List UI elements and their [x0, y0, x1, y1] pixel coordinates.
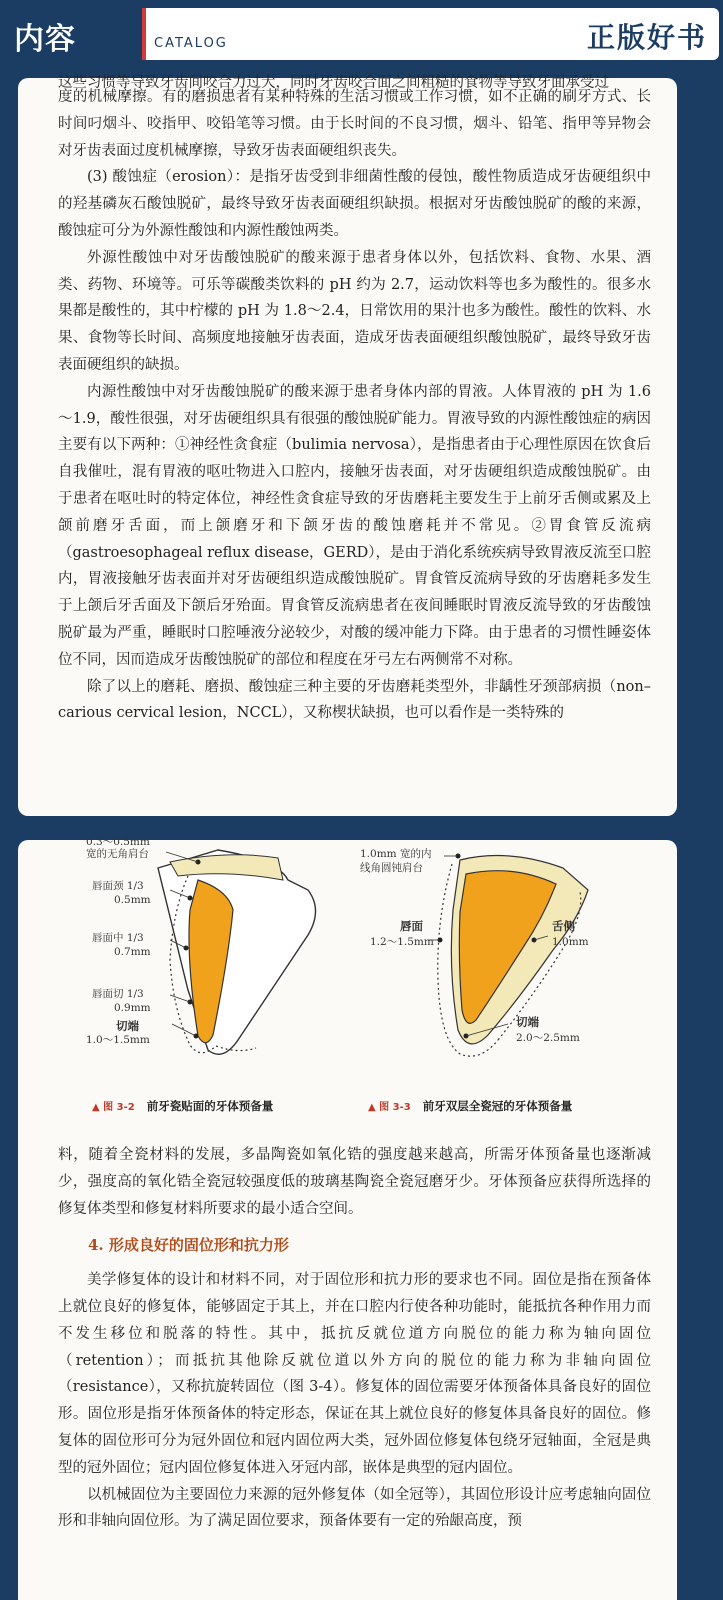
figure-veneer-prep: [78, 836, 338, 1080]
fig-b-label-6: 1.0mm: [552, 936, 589, 948]
fig-a-label-7: 唇面切 1/3: [92, 988, 144, 1000]
fig-a-label-1: 0.3～0.5mm: [86, 836, 150, 848]
header-panel: [4, 8, 719, 60]
fig-a-label-3: 唇面颈 1/3: [92, 880, 144, 892]
fig-b-label-4: 1.2～1.5mm: [370, 936, 434, 948]
header-bar: [0, 0, 723, 72]
fig-b-label-7: 切端: [516, 1015, 539, 1029]
page-scan-1: [18, 75, 677, 816]
paragraph: 外源性酸蚀中对牙齿酸蚀脱矿的酸来源于患者身体以外，包括饮料、食物、水果、酒类、药物、环境等。可乐等碳酸类饮料的 pH 约为 2.7，运动饮料等也多为酸性的。很多水果都是酸性的，其中柠檬的 pH 为 1.8～2.4，日常饮用的果汁也多为酸性。酸性的饮料、水果、食物等长时间、高频度地接触牙齿表面，造成牙齿表面硬组织酸蚀脱矿，最终导致牙齿表面硬组织的缺损。: [58, 249, 651, 373]
page-scan-2: [18, 836, 677, 1600]
fig-a-label-8: 0.9mm: [114, 1002, 151, 1014]
fig-b-label-1: 1.0mm 宽的内: [360, 848, 432, 860]
paragraph: 度的机械摩擦。有的磨损患者有某种特殊的生活习惯或工作习惯，如不正确的刷牙方式、长时间叼烟斗、咬指甲、咬铅笔等习惯。由于长时间的不良习惯，烟斗、铅笔、指甲等异物会对牙齿表面过度机械摩擦，导致牙齿表面硬组织丧失。: [58, 89, 651, 159]
page-1-text: [18, 70, 677, 727]
paragraph: 内源性酸蚀中对牙齿酸蚀脱矿的酸来源于患者身体内部的胃液。人体胃液的 pH 为 1.6～1.9，酸性很强，对牙齿硬组织具有很强的酸蚀脱矿能力。胃液导致的内源性酸蚀症的病因主要有以下两种：①神经性贪食症（bulimia nervosa），是指患者由于心理性原因在饮食后自我催吐，混有胃液的呕吐物进入口腔内，接触牙齿表面，对牙齿硬组织造成酸蚀脱矿。由于患者在呕吐时的特定体位，神经性贪食症导致的牙齿磨耗主要发生于上前牙舌侧或累及上颌前磨牙舌面，而上颌磨牙和下颌牙齿的酸蚀磨耗并不常见。②胃食管反流病（gastroesophageal reflux disease，GERD），是由于消化系统疾病导致胃液反流至口腔内，胃液接触牙齿表面并对牙齿硬组织造成酸蚀脱矿。胃食管反流病导致的牙齿磨耗多发生于上颌后牙舌面及下颌后牙殆面。胃食管反流病患者在夜间睡眠时胃液反流导致的牙齿酸蚀脱矿最为严重，睡眠时口腔唾液分泌较少，对酸的缓冲能力下降。由于患者的习惯性睡姿体位不同，因而造成牙齿酸蚀脱矿的部位和程度在牙弓左右两侧常不对称。: [58, 383, 652, 668]
figure-a-caption: ▲ 图 3-2 前牙瓷贴面的牙体预备量: [92, 1099, 274, 1113]
section-heading: 4. 形成良好的固位形和抗力形: [88, 1236, 289, 1255]
cut-off-line: 这些习惯等导致牙齿间咬合力过大，同时牙齿咬合面之间粗糙的食物等导致牙面承受过: [58, 75, 609, 91]
fig-b-label-8: 2.0～2.5mm: [516, 1032, 580, 1044]
paragraph: 除了以上的磨耗、磨损、酸蚀症三种主要的牙齿磨耗类型外，非龋性牙颈部病损（non–carious cervical lesion，NCCL），又称楔状缺损，也可以看作是一类特殊的: [58, 678, 651, 722]
section-tag-label: 内容: [14, 22, 76, 57]
paragraph: 美学修复体的设计和材料不同，对于固位形和抗力形的要求也不同。固位是指在预备体上就位良好的修复体，能够固定于其上，并在口腔内行使各种功能时，能抵抗各种作用力而不发生移位和脱落的特性。其中，抵抗反就位道方向脱位的能力称为轴向固位（retention）；而抵抗其他除反就位道以外方向的脱位的能力称为非轴向固位（resistance），又称抗旋转固位（图 3-4）。修复体的固位需要牙体预备体具备良好的固位形。固位形是指牙体预备体的特定形态，保证在其上就位良好的修复体具备良好的固位。修复体的固位形可分为冠外固位和冠内固位两大类，冠外固位修复体包绕牙冠轴面，全冠是典型的冠外固位；冠内固位修复体进入牙冠内部，嵌体是典型的冠内固位。: [58, 1272, 651, 1476]
fig-b-label-5: 舌侧: [552, 919, 575, 933]
page-2-text: [18, 1142, 677, 1535]
fig-a-label-4: 0.5mm: [114, 894, 151, 906]
fig-b-label-3: 唇面: [400, 919, 423, 933]
fig-a-label-5: 唇面中 1/3: [92, 932, 144, 944]
figure-b-caption: ▲ 图 3-3 前牙双层全瓷冠的牙体预备量: [368, 1099, 573, 1113]
paragraph: 以机械固位为主要固位力来源的冠外修复体（如全冠等），其固位形设计应考虑轴向固位形和非轴向固位形。为了满足固位要求，预备体要有一定的殆龈高度，预: [58, 1486, 651, 1530]
fig-a-label-9: 切端: [116, 1019, 139, 1033]
fig-b-label-2: 线角圆钝肩台: [360, 862, 423, 874]
fig-a-label-10: 1.0～1.5mm: [86, 1034, 150, 1046]
brand-label: 正版好书: [586, 21, 707, 54]
crown-tooth-diagram: [348, 840, 648, 1080]
paragraph: 料，随着全瓷材料的发展，多晶陶瓷如氧化锆的强度越来越高，所需牙体预备量也逐渐减少，强度高的氧化锆全瓷冠较强度低的玻璃基陶瓷全瓷冠磨牙少。牙体预备应获得所选择的修复体类型和修复材料所要求的最小适合空间。: [58, 1147, 651, 1217]
catalog-label: CATALOG: [154, 36, 228, 51]
figures-row: [18, 836, 677, 1140]
fig-a-label-6: 0.7mm: [114, 946, 151, 958]
paragraph: (3) 酸蚀症（erosion）：是指牙齿受到非细菌性酸的侵蚀，酸性物质造成牙齿硬组织中的羟基磷灰石酸蚀脱矿，最终导致牙齿表面硬组织缺损。根据对牙齿酸蚀脱矿的酸的来源，酸蚀症可分为外源性酸蚀和内源性酸蚀两类。: [58, 169, 651, 239]
section-tag: [4, 8, 146, 60]
fig-a-label-2: 宽的无角肩台: [86, 848, 149, 860]
figure-crown-prep: [348, 840, 648, 1080]
